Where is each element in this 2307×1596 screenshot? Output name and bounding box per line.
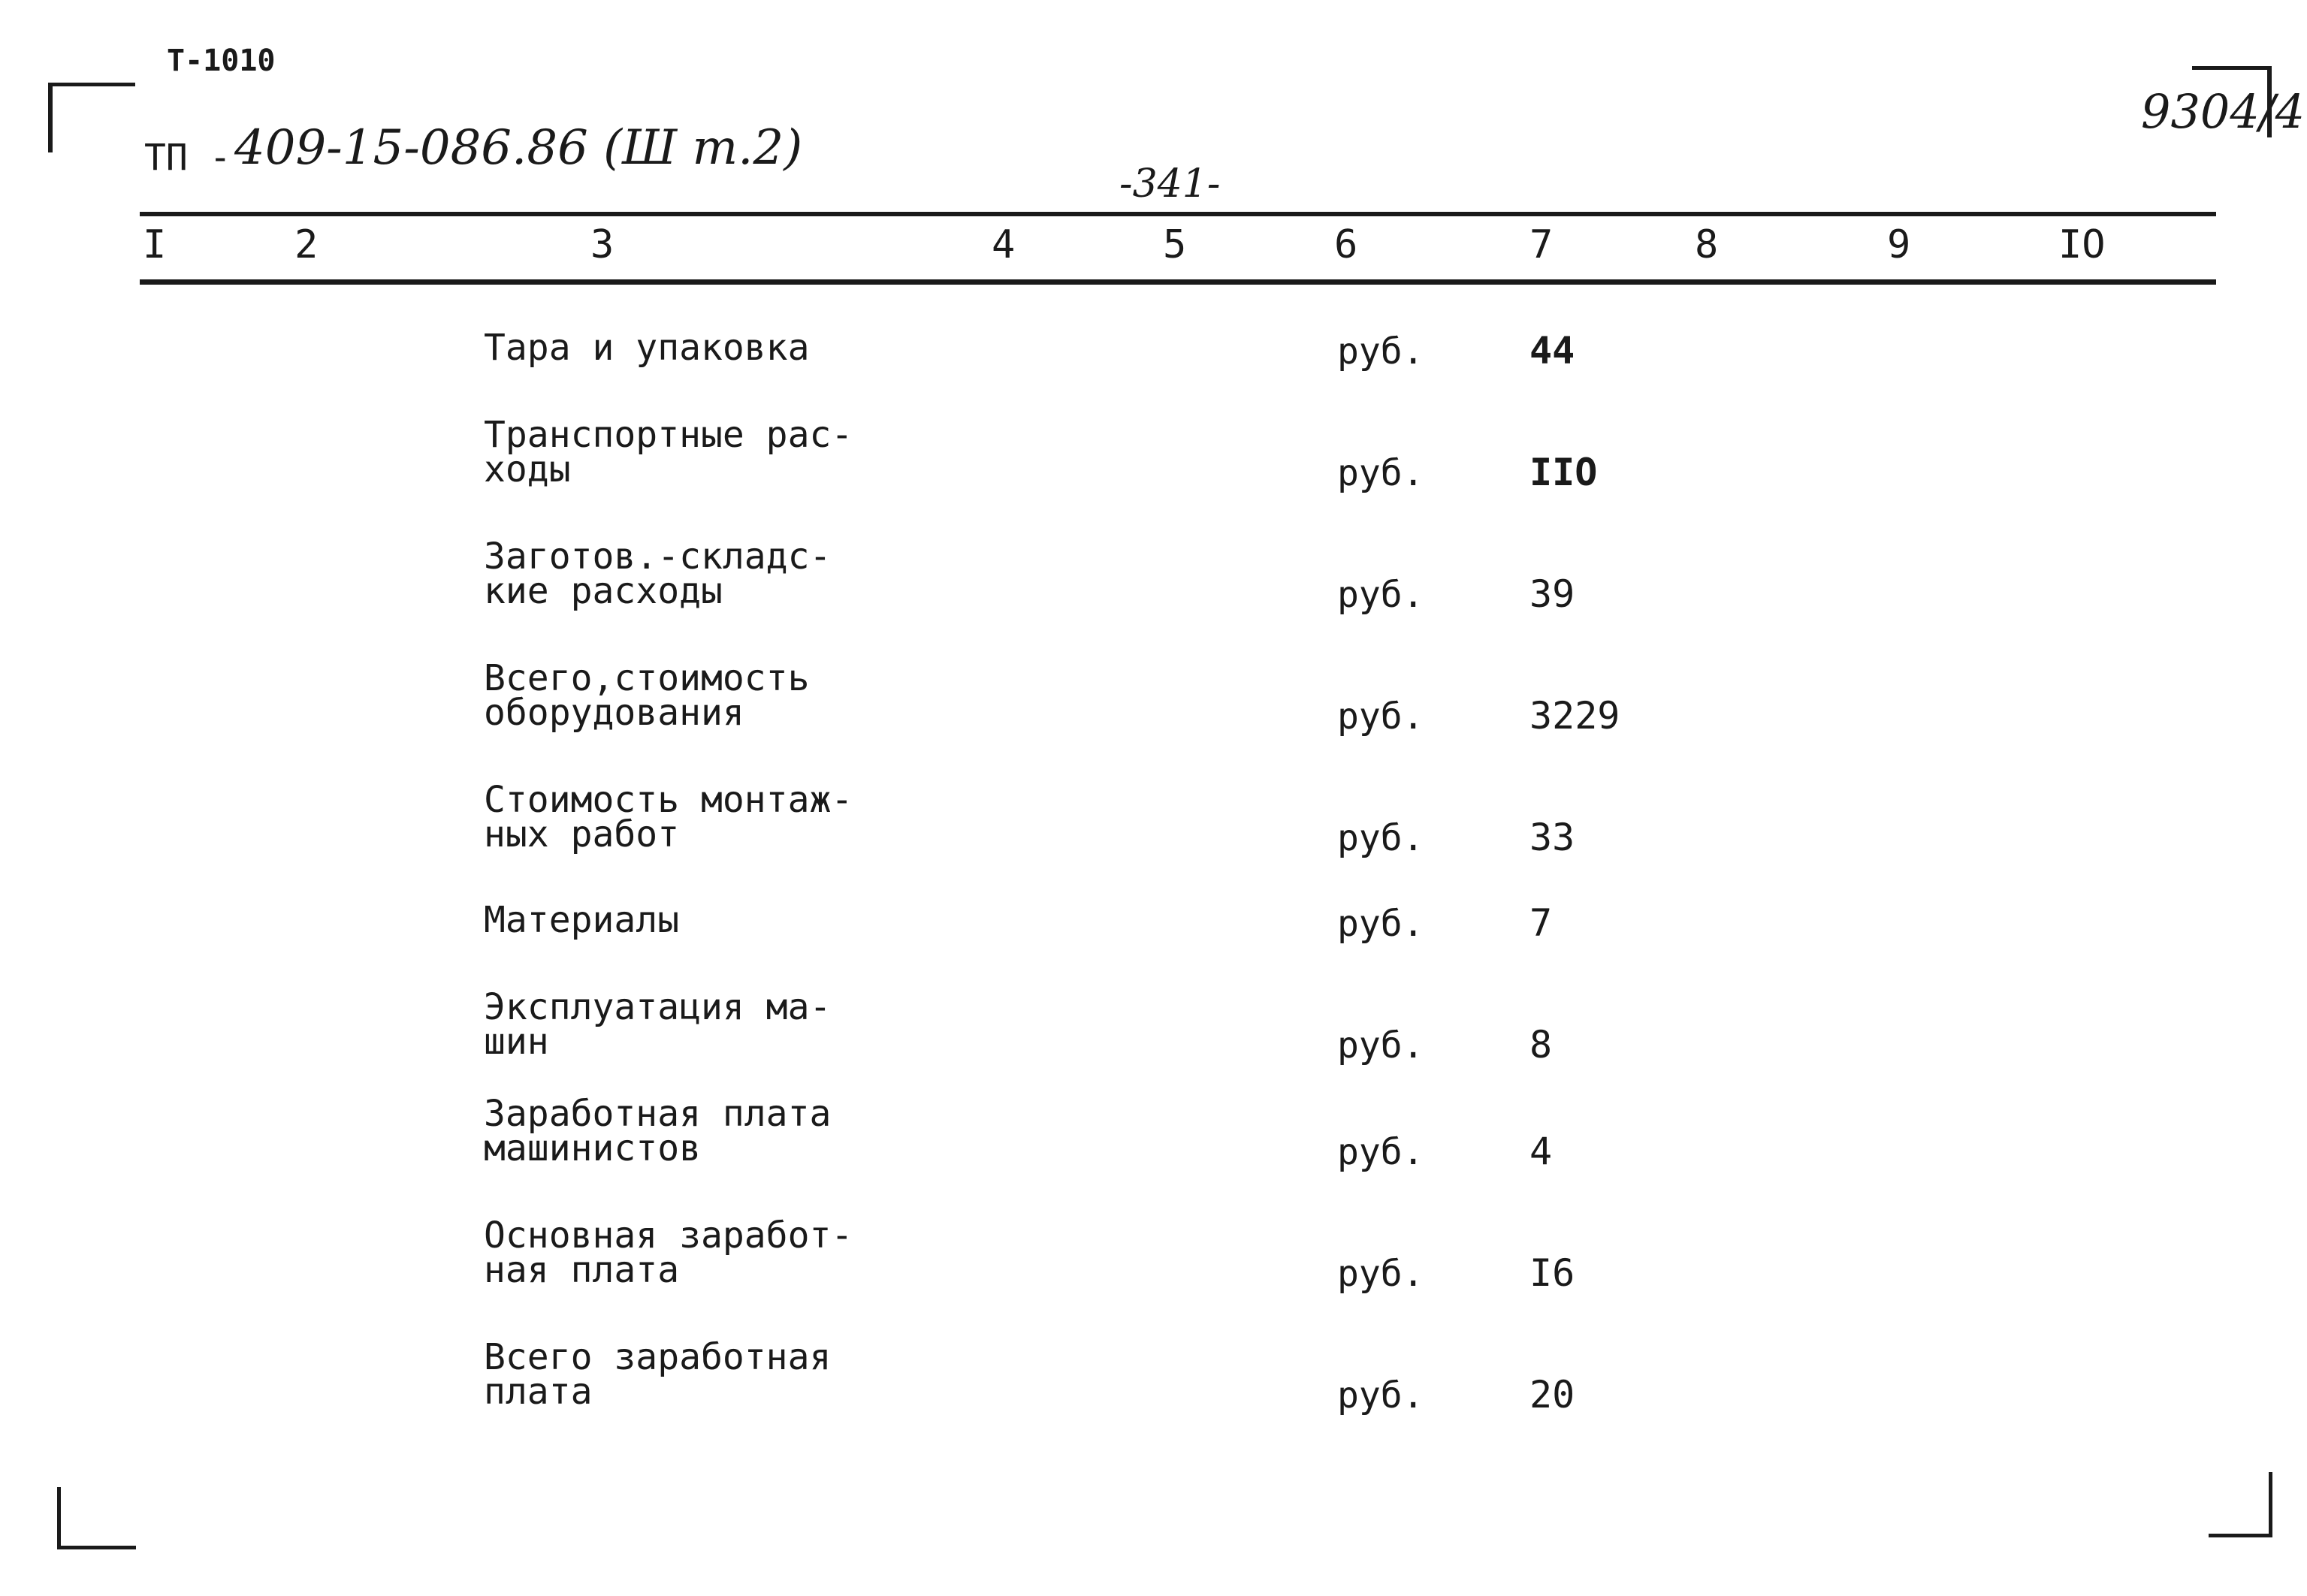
row-value: 33 — [1529, 816, 1575, 859]
table-header-bottom-rule — [140, 279, 2216, 285]
column-number-5: 5 — [1163, 222, 1187, 267]
column-number-8: 8 — [1695, 222, 1719, 267]
row-name: Заработная плата машинистов — [484, 1093, 832, 1169]
column-number-3: 3 — [590, 222, 614, 267]
row-name: Материалы — [484, 899, 680, 941]
row-value: 20 — [1529, 1373, 1575, 1416]
column-number-1: I — [143, 222, 167, 267]
document-code: Т-1010 — [167, 44, 276, 78]
row-unit: руб. — [1337, 574, 1424, 616]
row-unit: руб. — [1337, 817, 1424, 859]
page-number: -341- — [1119, 161, 1221, 207]
column-number-9: 9 — [1887, 222, 1911, 267]
row-unit: руб. — [1337, 1024, 1424, 1067]
row-name: Основная заработ- ная плата — [484, 1214, 853, 1291]
table-header-top-rule — [140, 212, 2216, 216]
corner-mark-bottom-right — [2209, 1472, 2272, 1537]
row-name: Всего заработная плата — [484, 1336, 832, 1413]
column-number-7: 7 — [1529, 222, 1554, 267]
row-value: 4 — [1529, 1130, 1553, 1173]
row-name: Всего,стоимость оборудования — [484, 657, 810, 734]
row-unit: руб. — [1337, 695, 1424, 738]
archive-number: 9304/4 — [2141, 84, 2305, 139]
project-prefix: ТП - — [144, 137, 231, 179]
row-value: 3229 — [1529, 694, 1620, 738]
row-name: Заготов.-складс- кие расходы — [484, 536, 832, 612]
corner-mark-bottom-left — [57, 1487, 136, 1549]
column-number-6: 6 — [1334, 222, 1358, 267]
row-name: Эксплуатация ма- шин — [484, 986, 832, 1063]
row-unit: руб. — [1337, 1253, 1424, 1295]
row-value: I6 — [1529, 1251, 1575, 1295]
row-name: Стоимость монтаж- ных работ — [484, 779, 853, 855]
row-value: 7 — [1529, 901, 1553, 945]
row-name: Транспортные рас- ходы — [484, 414, 853, 490]
row-unit: руб. — [1337, 1131, 1424, 1173]
project-number-handwritten: 409-15-086.86 (Ш т.2) — [234, 120, 803, 176]
column-number-2: 2 — [294, 222, 319, 267]
row-value: 44 — [1529, 329, 1575, 373]
column-number-10: IO — [2058, 222, 2106, 267]
row-value: 8 — [1529, 1023, 1553, 1067]
row-value: IIO — [1529, 451, 1598, 494]
row-unit: руб. — [1337, 330, 1424, 373]
row-value: 39 — [1529, 572, 1575, 616]
column-number-4: 4 — [992, 222, 1016, 267]
row-unit: руб. — [1337, 1374, 1424, 1416]
corner-mark-top-left — [48, 83, 135, 152]
row-name: Тара и упаковка — [484, 327, 810, 369]
row-unit: руб. — [1337, 903, 1424, 945]
row-unit: руб. — [1337, 452, 1424, 494]
